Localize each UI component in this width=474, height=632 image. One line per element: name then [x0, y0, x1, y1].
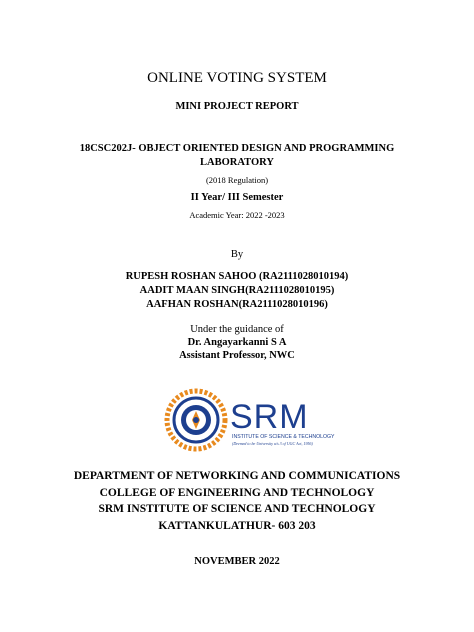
- year-semester: II Year/ III Semester: [190, 192, 284, 203]
- location: KATTANKULATHUR- 603 203: [158, 520, 316, 532]
- regulation: (2018 Regulation): [205, 175, 269, 185]
- logo-subtag: (Deemed to be University u/s 3 of UGC Act, 1956): [232, 441, 313, 446]
- author-2: AADIT MAAN SINGH(RA2111028010195): [139, 285, 335, 296]
- college: COLLEGE OF ENGINEERING AND TECHNOLOGY: [99, 487, 375, 499]
- guidance-intro: Under the guidance of: [190, 324, 284, 335]
- srm-logo: [164, 388, 335, 452]
- by-label: By: [230, 249, 244, 260]
- author-1: RUPESH ROSHAN SAHOO (RA2111028010194): [125, 271, 349, 282]
- report-date: NOVEMBER 2022: [194, 556, 280, 567]
- srm-emblem-icon: [167, 391, 225, 449]
- logo-tagline: INSTITUTE OF SCIENCE & TECHNOLOGY: [232, 434, 335, 440]
- guide-name: Dr. Angayarkanni S A: [187, 337, 287, 348]
- report-title: ONLINE VOTING SYSTEM: [147, 70, 327, 86]
- logo-wordmark: SRM: [230, 398, 309, 436]
- department: DEPARTMENT OF NETWORKING AND COMMUNICATIONS: [73, 470, 401, 482]
- academic-year: Academic Year: 2022 -2023: [189, 210, 285, 220]
- guide-designation: Assistant Professor, NWC: [179, 350, 295, 361]
- author-3: AAFHAN ROSHAN(RA2111028010196): [146, 299, 328, 310]
- course-title-line1: 18CSC202J- OBJECT ORIENTED DESIGN AND PROGRAMMING: [79, 143, 395, 154]
- course-title-line2: LABORATORY: [200, 157, 274, 168]
- institute: SRM INSTITUTE OF SCIENCE AND TECHNOLOGY: [98, 503, 376, 515]
- report-subtitle: MINI PROJECT REPORT: [175, 101, 299, 112]
